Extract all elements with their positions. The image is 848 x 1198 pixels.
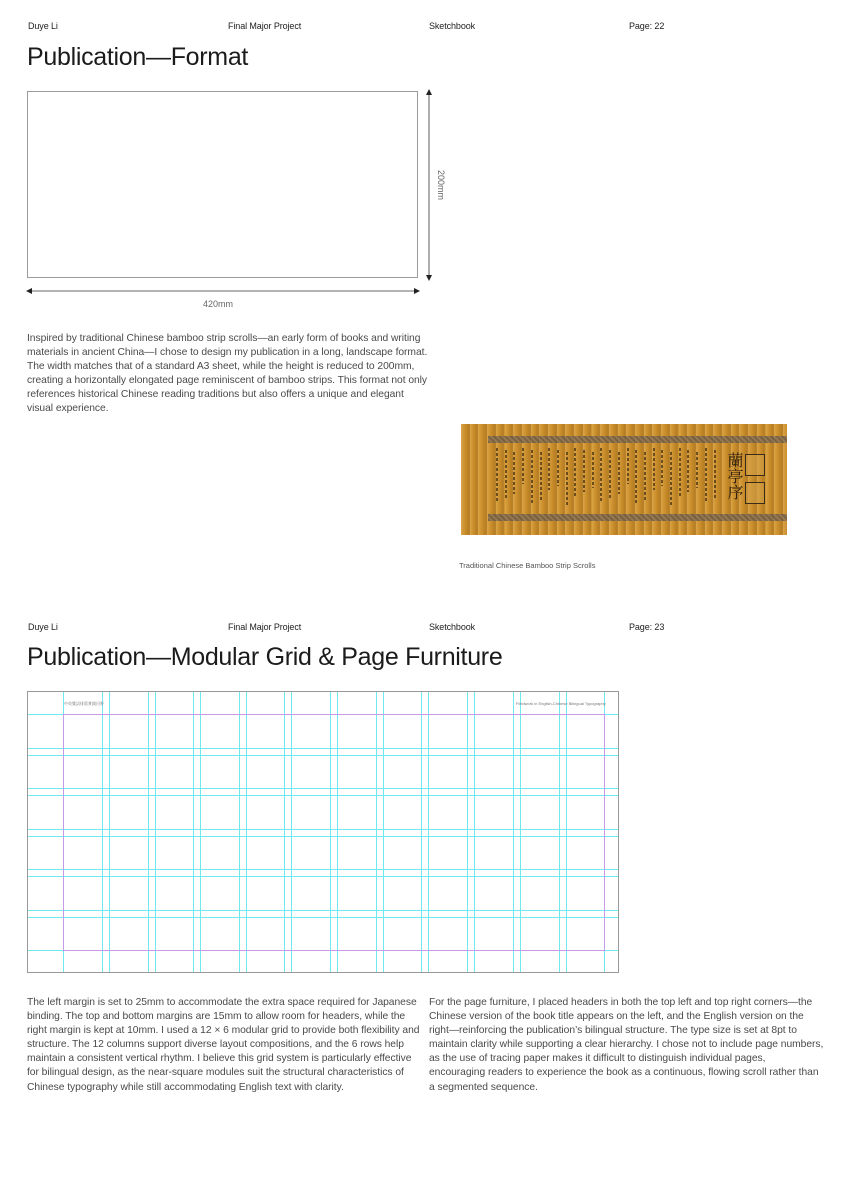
calligraphy-column <box>705 448 707 502</box>
header-project: Final Major Project <box>228 622 302 632</box>
format-rectangle <box>27 91 418 278</box>
image-caption: Traditional Chinese Bamboo Strip Scrolls <box>459 561 596 570</box>
calligraphy-column <box>583 450 585 492</box>
header-doc-type: Sketchbook <box>429 21 476 31</box>
column-guide <box>284 692 285 972</box>
page-title: Publication—Modular Grid & Page Furniture <box>27 643 503 671</box>
calligraphy-column <box>496 448 498 502</box>
calligraphy-column <box>531 450 533 504</box>
row-guide <box>28 748 618 749</box>
calligraphy-column <box>653 448 655 490</box>
bamboo-scroll-image <box>461 424 787 535</box>
calligraphy-column <box>644 452 646 500</box>
format-description: Inspired by traditional Chinese bamboo strip scrolls—an early form of books and writing materials in ancient China—I chose to design my publication in a long, landscape format. The width matches that of a standard A3 sheet, while the height is reduced to 200mm, creating a horizontally elongated page reminiscent of bamboo strips. This format not only references historical Chinese reading traditions but also offers a unique and elegant visual experience. <box>27 333 428 415</box>
column-guide <box>109 692 110 972</box>
header-page-number: Page: 22 <box>629 21 665 31</box>
top-margin-guide <box>63 714 605 715</box>
bamboo-slat <box>461 424 470 535</box>
width-dimension-arrow-icon <box>26 286 420 296</box>
right-margin-guide <box>604 714 605 951</box>
seal-stamp-top-icon <box>745 454 765 476</box>
column-guide <box>155 692 156 972</box>
row-guide <box>28 876 618 877</box>
calligraphy-column <box>548 448 550 490</box>
scroll-bottom-band <box>488 514 787 521</box>
calligraphy-column <box>574 448 576 496</box>
calligraphy-column <box>635 450 637 504</box>
row-guide <box>28 829 618 830</box>
calligraphy-column <box>540 452 542 500</box>
calligraphy-column <box>618 452 620 494</box>
calligraphy-column <box>557 450 559 486</box>
bottom-margin-guide <box>63 950 605 951</box>
calligraphy-column <box>714 450 716 498</box>
page-furniture-description: For the page furniture, I placed headers in both the top left and top right corners—the Chinese version of the book title appears on the left, and the English version on the right—reinforcing the publication’s bilingual structure. The type size is set at 8pt to maintain clarity while supporting a clear hierarchy. I chose not to include page numbers, as the use of tracing paper makes it difficult to distinguish individual pages, encouraging readers to experience the book as a continuous, flowing scroll rather than a segmented sequence. <box>429 997 824 1093</box>
calligraphy-column <box>592 452 594 488</box>
column-guide <box>383 692 384 972</box>
bamboo-slat <box>470 424 479 535</box>
column-guide <box>148 692 149 972</box>
calligraphy-column <box>505 450 507 498</box>
height-dimension-arrow-icon <box>424 89 434 281</box>
row-guide <box>28 788 618 789</box>
modular-grid-diagram <box>27 691 619 973</box>
calligraphy-column <box>670 452 672 506</box>
calligraphy-column <box>600 448 602 502</box>
calligraphy-column <box>679 448 681 496</box>
page-title: Publication—Format <box>27 43 249 71</box>
column-guide <box>520 692 521 972</box>
column-guide <box>513 692 514 972</box>
column-guide <box>291 692 292 972</box>
column-guide <box>559 692 560 972</box>
column-guide <box>330 692 331 972</box>
column-guide <box>467 692 468 972</box>
header-page-number: Page: 23 <box>629 622 665 632</box>
calligraphy-column <box>696 452 698 488</box>
row-guide <box>28 910 618 911</box>
scroll-title-glyphs: 蘭亭序 <box>725 452 744 500</box>
row-guide <box>28 869 618 870</box>
running-header-chinese: 中英雙語排版實踐田野 <box>64 701 104 706</box>
running-header-english: Fieldwork in English-Chinese Bilingual Typography <box>516 701 606 706</box>
column-guide <box>337 692 338 972</box>
calligraphy-column <box>627 448 629 484</box>
row-guide <box>28 917 618 918</box>
column-guide <box>246 692 247 972</box>
column-guide <box>474 692 475 972</box>
width-label: 420mm <box>203 299 234 309</box>
column-guide <box>193 692 194 972</box>
column-guide <box>566 692 567 972</box>
bamboo-slat <box>478 424 487 535</box>
height-label: 200mm <box>436 169 446 200</box>
scroll-top-band <box>488 436 787 443</box>
header-author: Duye Li <box>28 21 58 31</box>
calligraphy-column <box>609 450 611 498</box>
row-guide <box>28 795 618 796</box>
column-guide <box>239 692 240 972</box>
header-author: Duye Li <box>28 622 58 632</box>
row-guide <box>28 755 618 756</box>
left-margin-guide <box>63 714 64 951</box>
column-guide <box>428 692 429 972</box>
grid-description: The left margin is set to 25mm to accommodate the extra space required for Japanese binding. The top and bottom margins are 15mm to allow room for headers, while the right margin is kept at 10mm. I used a 12 × 6 modular grid to provide both flexibility and structure. The 12 columns support diverse layout compositions, and the 6 rows help maintain a consistent vertical rhythm. I believe this grid system is particularly effective for bilingual design, as the near-square modules suit the structural characteristics of Chinese typography while still accommodating English text with clarity. <box>27 997 420 1093</box>
column-guide <box>200 692 201 972</box>
column-guide <box>421 692 422 972</box>
column-guide <box>376 692 377 972</box>
calligraphy-column <box>661 450 663 486</box>
seal-stamp-bottom-icon <box>745 482 765 504</box>
calligraphy-column <box>566 452 568 506</box>
row-guide <box>28 836 618 837</box>
calligraphy-column <box>522 448 524 484</box>
header-project: Final Major Project <box>228 21 302 31</box>
calligraphy-column <box>687 450 689 492</box>
column-guide <box>102 692 103 972</box>
calligraphy-column <box>513 452 515 494</box>
header-doc-type: Sketchbook <box>429 622 476 632</box>
